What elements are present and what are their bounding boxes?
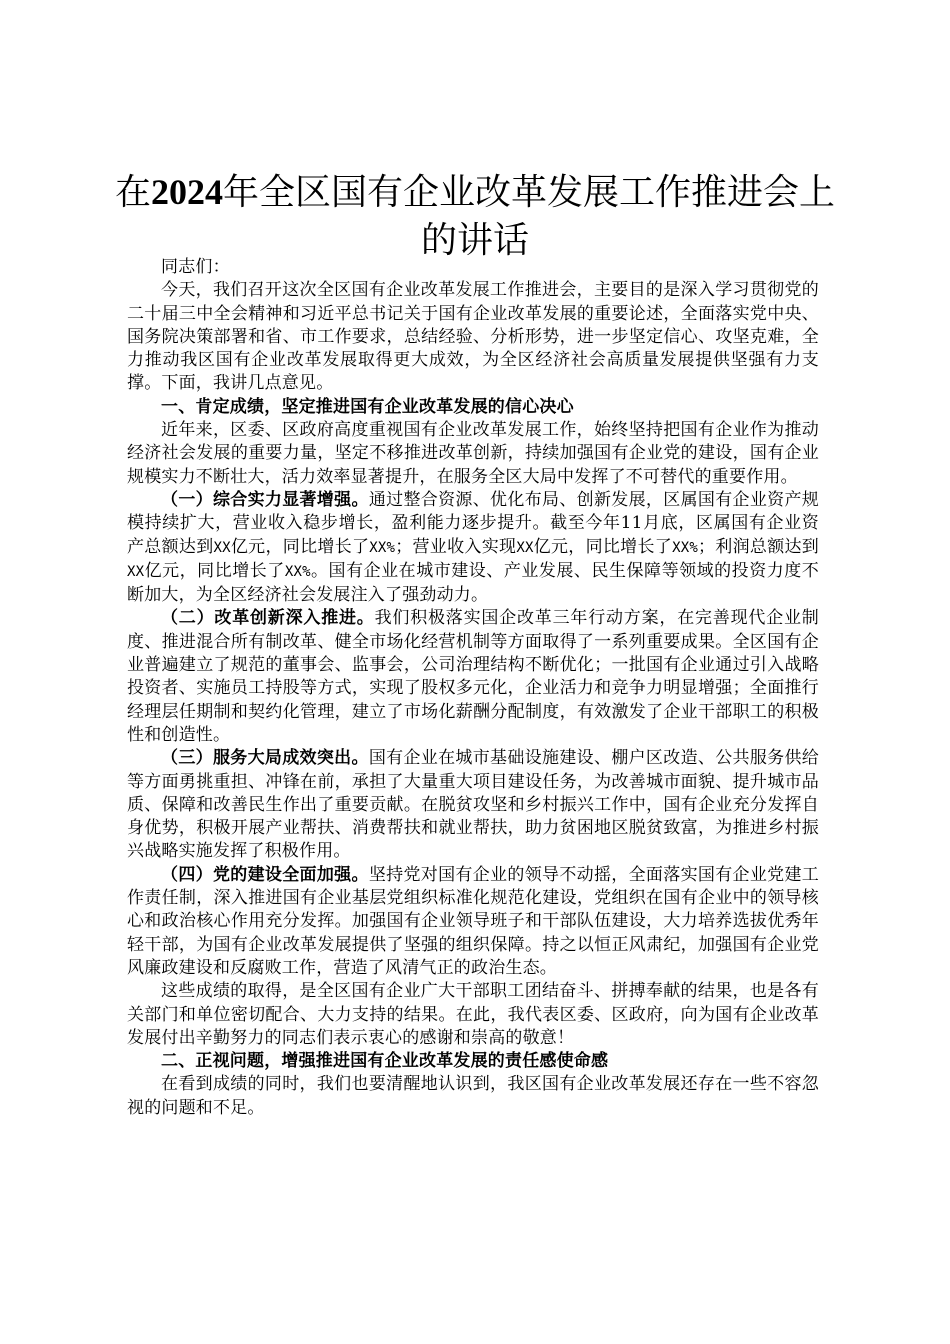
paragraph-text: 。国有企业在城市建设、产业发展、民生保障等领域的投资力度不断加大，为全区经济社会发展注入了强劲动力。 <box>127 560 819 606</box>
placeholder-value: XX% <box>284 563 311 580</box>
paragraph-text: 国有企业在城市基础设施建设、棚户区改造、公共服务供给等方面勇挑重担、冲锋在前，承担了大量重大项目建设任务，为改善城市面貌、提升城市品质、保障和改善民生作出了重要贡献。在脱贫攻坚和乡村振兴工作中，国有企业充分发挥自身优势，积极开展产业帮扶、消费帮扶和就业帮扶，助力贫困地区脱贫致富，为推进乡村振兴战略实施发挥了积极作用。 <box>127 748 819 862</box>
salutation: 同志们： <box>161 257 230 277</box>
paragraph-text: 亿元，同比增长了 <box>144 560 285 581</box>
paragraph-text: ；营业收入实现 <box>395 536 517 557</box>
achievement-paragraph-4 <box>127 864 819 980</box>
achievement-paragraph-3 <box>127 747 819 863</box>
achievement-paragraph-2 <box>127 607 819 747</box>
intro-paragraph: 今天，我们召开这次全区国有企业改革发展工作推进会，主要目的是深入学习贯彻党的二十届三中全会精神和习近平总书记关于国有企业改革发展的重要论述，全面落实党中央、国务院决策部署和省、市工作要求，总结经验、分析形势，进一步坚定信心、攻坚克难，全力推动我区国有企业改革发展取得更大成效，为全区经济社会高质量发展提供坚强有力支撑。下面，我讲几点意见。 <box>127 280 819 394</box>
paragraph-text: 我们积极落实国企改革三年行动方案，在完善现代企业制度、推进混合所有制改革、健全市场化经营机制等方面取得了一系列重要成果。全区国有企业普遍建立了规范的董事会、监事会，公司治理结构不断优化；一批国有企业通过引入战略投资者、实施员工持股等方式，实现了股权多元化，企业活力和竞争力明显增强；全面推行经理层任期制和契约化管理，建立了市场化薪酬分配制度，有效激发了企业干部职工的积极性和创造性。 <box>127 608 820 745</box>
document-title <box>110 168 840 265</box>
title-suffix: 年全区国有企业改革发展工作推进会上的讲话 <box>223 172 836 261</box>
section-1-heading: 一、肯定成绩，坚定推进国有企业改革发展的信心决心 <box>161 396 574 417</box>
placeholder-value: XX <box>127 563 145 580</box>
thanks-paragraph: 这些成绩的取得，是全区国有企业广大干部职工团结奋斗、拼搏奉献的结果，也是各有关部门和单位密切配合、大力支持的结果。在此，我代表区委、区政府，向为国有企业改革发展付出辛勤努力的同志们表示衷心的感谢和崇高的敬意！ <box>127 981 819 1048</box>
title-year: 2024 <box>151 172 223 212</box>
document-body <box>127 256 819 1120</box>
section-1-intro: 近年来，区委、区政府高度重视国有企业改革发展工作，始终坚持把国有企业作为推动经济社会发展的重要力量，坚定不移推进改革创新，持续加强国有企业党的建设，国有企业规模实力不断壮大，活力效率显著提升，在服务全区大局中发挥了不可替代的重要作用。 <box>127 420 819 487</box>
placeholder-value: XX <box>516 539 534 556</box>
paragraph-text: 坚持党对国有企业的领导不动摇，全面落实国有企业党建工作责任制，深入推进国有企业基层党组织标准化规范化建设，党组织在国有企业中的领导核心和政治核心作用充分发挥。加强国有企业领导班子和干部队伍建设，大力培养选拔优秀年轻干部，为国有企业改革发展提供了坚强的组织保障。持之以恒正风肃纪，加强国有企业党风廉政建设和反腐败工作，营造了风清气正的政治生态。 <box>127 864 819 978</box>
section-2-heading: 二、正视问题，增强推进国有企业改革发展的责任感使命感 <box>161 1051 609 1072</box>
paragraph-text: 亿元，同比增长了 <box>533 536 673 557</box>
placeholder-value: XX% <box>672 539 698 556</box>
title-prefix: 在 <box>114 172 151 213</box>
paragraph-lead: （二）改革创新深入推进。 <box>161 608 375 629</box>
paragraph-text: 通过整合资源、优化布局、创新发展，区属国有企业资产规模持续扩大，营业收入稳步增长，盈利能力逐步提升。截至今年11月底，区属国有企业资产总额达到 <box>127 489 819 557</box>
paragraph-text: ；利润总额达到 <box>697 536 819 557</box>
paragraph-lead: （一）综合实力显著增强。 <box>161 489 369 510</box>
achievement-paragraph-1 <box>127 489 819 607</box>
paragraph-lead: （三）服务大局成效突出。 <box>161 748 369 769</box>
paragraph-text: 亿元，同比增长了 <box>230 536 370 557</box>
paragraph-lead: （四）党的建设全面加强。 <box>161 864 369 885</box>
placeholder-value: XX% <box>369 539 396 556</box>
placeholder-value: XX <box>213 539 231 556</box>
section-2-intro: 在看到成绩的同时，我们也要清醒地认识到，我区国有企业改革发展还存在一些不容忽视的问题和不足。 <box>127 1074 819 1118</box>
